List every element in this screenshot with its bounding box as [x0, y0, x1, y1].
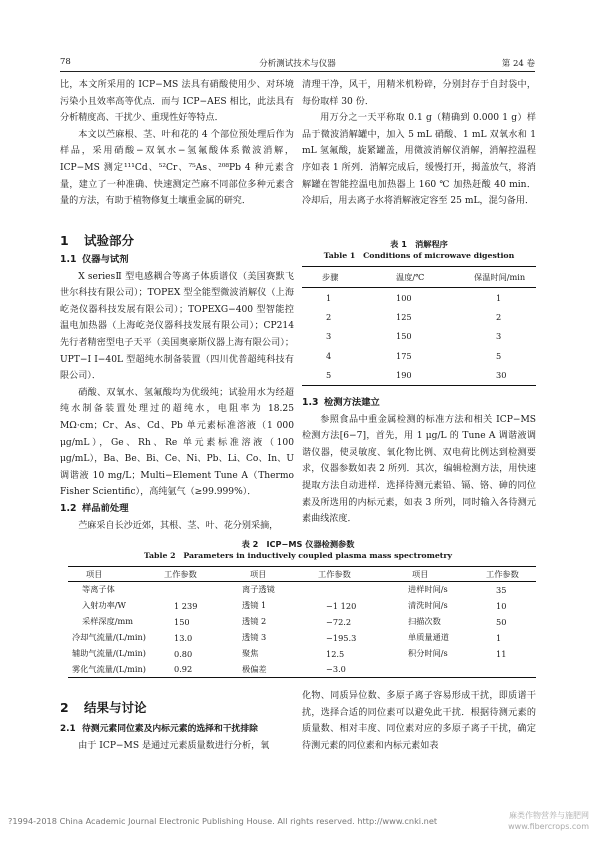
subsection-heading: [60, 252, 294, 269]
table1-caption-en: Table 1 Conditions of microwave digestion: [323, 251, 515, 260]
paragraph: 本文以苎麻根、茎、叶和花的 4 个部位预处理后作为样品，采用硝酸−双氧水−氢氟酸体系微波消解，ICP−MS 测定¹¹¹Cd、⁵²Cr、⁷⁵As、²⁰⁸Pb 4 种元素含量，建立了一种准确、快速测定苎麻不同部位多种元素含量的方法，有助于植物修复土壤重金属的研究．: [60, 129, 294, 207]
table-cell: 冷却气流量/(L/min): [72, 632, 146, 643]
table-row: [68, 661, 536, 677]
table-header-cell: 温度/℃: [378, 267, 464, 288]
table-cell: 等离子体: [82, 584, 115, 595]
table-cell: 30: [464, 366, 536, 386]
section-title: 结果与讨论: [84, 700, 147, 715]
subsection-number: 1.3: [302, 397, 319, 408]
table-cell: 35: [496, 584, 507, 595]
subsection-title: 待测元素同位素及内标元素的选择和干扰排除: [82, 724, 258, 734]
table-row: [68, 630, 536, 646]
table-cell: 单质量通道: [408, 632, 449, 643]
table-cell: 2: [326, 312, 332, 323]
right-column-body: [302, 395, 536, 528]
table-cell: 辅助气流量/(L/min): [72, 648, 146, 658]
watermark: 麻类作物营养与施肥网 www.fibercrops.com: [508, 811, 589, 831]
table-cell: 3: [326, 331, 332, 342]
table1: [302, 266, 536, 386]
table-cell: 1 239: [174, 600, 198, 611]
table-cell: 采样深度/mm: [82, 616, 134, 627]
table-cell: 175: [396, 350, 412, 361]
table-cell: [314, 582, 388, 598]
table-cell: 125: [396, 312, 412, 323]
paragraph: 比，本文所采用的 ICP−MS 法具有硝酸使用少、对环境污染小且效率高等优点．而与 ICP−AES 相比，此法具有分析精度高、干扰少、重现性好等特点．: [60, 80, 294, 124]
table-cell: 150: [174, 616, 190, 627]
table-row: [302, 327, 536, 346]
table-header-cell: 工作参数: [314, 567, 388, 582]
table-cell: 透镜 1: [242, 600, 267, 611]
table-cell: −72.2: [326, 616, 352, 627]
table-cell: 12.5: [326, 648, 345, 659]
table-cell: 10: [496, 600, 507, 611]
table-cell: 100: [396, 292, 412, 303]
table2-caption-zh: 表 2 ICP−MS 仪器检测参数: [241, 539, 355, 549]
left-column-top: [60, 77, 294, 210]
table-cell: 扫描次数: [408, 616, 441, 627]
subsection-number: 1.2: [60, 502, 77, 514]
paragraph: 由于 ICP−MS 是通过元素质量数进行分析，氧: [78, 740, 270, 751]
table-row: [68, 582, 536, 598]
table-cell: 11: [496, 648, 507, 659]
right-column-bottom: [302, 688, 536, 754]
table-row: [302, 288, 536, 308]
subsection-heading: [302, 395, 536, 412]
table-cell: 进样时间/s: [408, 584, 448, 595]
table-cell: 透镜 2: [242, 616, 267, 627]
table-row: [68, 598, 536, 614]
subsection-heading: [60, 721, 294, 738]
table-cell: 150: [396, 331, 412, 342]
table-cell: [388, 661, 480, 677]
table-cell: 雾化气流量/(L/min): [68, 661, 164, 677]
table-cell: [164, 582, 226, 598]
table-cell: 0.92: [164, 661, 226, 677]
table-cell: 0.80: [174, 648, 193, 659]
left-column-bottom: [60, 721, 294, 754]
table2-caption-en: Table 2 Parameters in inductively coupled plasma mass spectrometry: [143, 551, 453, 560]
subsection-title: 检测方法建立: [324, 397, 380, 408]
paragraph: 化物、同质异位数、多原子离子容易形成干扰，即质谱干扰，选择合适的同位素可以避免此干扰．根据待测元素的质量数、相对丰度、同位素对应的多原子离子干扰，确定待测元素的同位素和内标元素如表: [302, 691, 536, 751]
table-cell: 1: [326, 292, 332, 303]
table-row: [302, 307, 536, 326]
paragraph: X seriesⅡ 型电感耦合等离子体质谱仪（美国赛默飞世尔科技有限公司）；TOPEX 型全能型微波消解仪（上海屹尧仪器科技发展有限公司）；TOPEXG−400 型智能控温电加热器（上海屹尧仪器科技发展有限公司）；CP214 先行者精密型电子天平（美国奥豪斯仪器上海有限公司）；UPT−I I−40L 型超纯水制备装置（四川优普超纯科技有限公司）．: [60, 271, 294, 382]
table-cell: −3.0: [314, 661, 388, 677]
table-header-cell: 项目: [388, 567, 480, 582]
table-cell: 5: [496, 350, 502, 361]
subsection-title: 样品前处理: [82, 502, 129, 514]
journal-title: 分析测试技术与仪器: [259, 59, 336, 69]
table-cell: 2: [496, 312, 502, 323]
table-header-cell: 保温时间/min: [464, 267, 536, 288]
section-title: 试验部分: [84, 233, 135, 248]
subsection-number: 1.1: [60, 254, 77, 265]
table2: [68, 566, 536, 678]
table-cell: 透镜 3: [242, 632, 267, 643]
table-cell: −195.3: [326, 632, 357, 643]
left-column-body: [60, 252, 294, 534]
table-cell: 3: [496, 331, 502, 342]
table-row: [302, 366, 536, 386]
header-rule: [60, 71, 535, 72]
volume-label: 第 24 卷: [501, 59, 535, 69]
section-heading-1: [60, 231, 134, 249]
table-row: [68, 646, 536, 662]
table1-caption: [302, 238, 536, 262]
paragraph: 用万分之一天平称取 0.1 g（精确到 0.000 1 g）样品于微波消解罐中，加入 5 mL 硝酸、1 mL 双氧水和 1 mL 氢氟酸，旋紧罐盖，用微波消解仪消解，消解控温程序如表 1 所列．消解完成后，缓慢打开，揭盖放气，将消解罐在智能控温电加热器上 160 ℃ 加热赶酸 40 min．冷却后，用去离子水将消解液定容至 25 mL，混匀备用．: [302, 113, 536, 207]
table-cell: 入射功率/W: [82, 600, 126, 611]
table-header-row: [302, 267, 536, 288]
table-header-cell: 项目: [226, 567, 314, 582]
table-cell: 5: [302, 366, 378, 386]
subsection-number: 2.1: [60, 724, 76, 734]
table-header-cell: 项目: [68, 567, 164, 582]
table-cell: 1: [496, 632, 502, 643]
paragraph: 苎麻采自长沙近郊，其根、茎、叶、花分别采摘，: [78, 520, 279, 531]
table-cell: 极偏差: [226, 661, 314, 677]
table-cell: 离子透镜: [242, 584, 275, 595]
table-header-row: [68, 567, 536, 582]
section-number: 2: [60, 700, 69, 715]
section-number: 1: [60, 233, 69, 248]
table-header-cell: 工作参数: [480, 567, 536, 582]
table-cell: −1 120: [326, 600, 357, 611]
subsection-heading: [60, 501, 294, 518]
paragraph: 参照食品中重金属检测的标准方法和相关 ICP−MS 检测方法[6−7]，首先，用 1 μg/L 的 Tune A 调谐液调谐仪器，使灵敏度、氧化物比例、双电荷比例达到检测要求，仪器参数如表 2 所列．其次，编辑检测方法，用快速提取方法自动进样．选择待测元素铅、镉、铬、砷的同位素及所选用的内标元素，如表 3 所列，同时输入各待测元素曲线浓度．: [302, 414, 536, 525]
table-cell: 清洗时间/s: [408, 600, 448, 611]
table-row: [302, 346, 536, 365]
table-cell: 190: [378, 366, 464, 386]
table-cell: 4: [326, 350, 332, 361]
table-cell: 1: [496, 292, 502, 303]
copyright-notice: ?1994-2018 China Academic Journal Electronic Publishing House. All rights reserved. http://www.cnki.net: [8, 816, 438, 826]
table-header-cell: 工作参数: [164, 567, 226, 582]
table-cell: 13.0: [174, 632, 193, 643]
table2-caption: [60, 538, 536, 562]
table-cell: 聚焦: [242, 648, 259, 658]
table-cell: 50: [496, 616, 507, 627]
paragraph: 清理干净，风干，用精米机粉碎，分别封存于自封袋中，每份取样 30 份．: [302, 80, 536, 107]
right-column-top: [302, 77, 536, 210]
section-heading-2: [60, 698, 147, 716]
paragraph: 硝酸、双氧水、氢氟酸均为优级纯；试验用水为经超纯水制备装置处理过的超纯水，电阻率为 18.25 MΩ·cm；Cr、As、Cd、Pb 单元素标准溶液（1 000 μg/mL），Ge、Rh、Re 单元素标准溶液（100 μg/mL），Ba、Be、Bi、Ce、Ni、Pb、Li、Co、In、U 调谐液 10 mg/L；Multi−Element Tune A（Thermo Fisher Scientific），高纯氩气（≥99.999%）．: [60, 387, 294, 498]
table-row: [68, 614, 536, 630]
table-cell: 积分时间/s: [408, 648, 448, 658]
table-header-cell: 步骤: [302, 267, 378, 288]
table-cell: [480, 661, 536, 677]
subsection-title: 仪器与试剂: [82, 254, 129, 265]
table1-caption-zh: 表 1 消解程序: [390, 239, 448, 249]
page-number: 78: [60, 57, 71, 67]
